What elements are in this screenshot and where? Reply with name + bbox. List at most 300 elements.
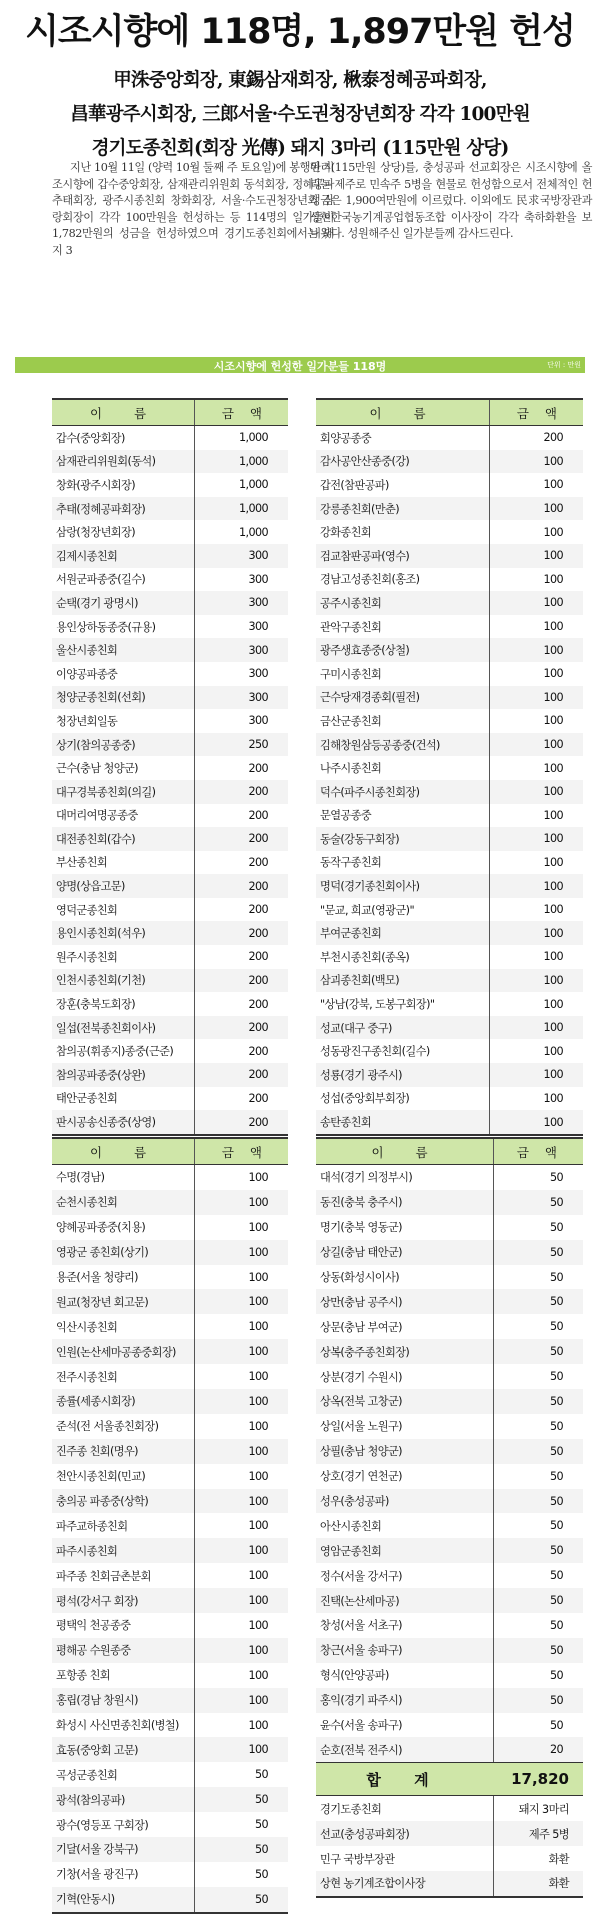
donor-name: 서원군파종중(길수): [56, 573, 146, 587]
donor-name: 전주시종친회: [56, 1370, 118, 1384]
donor-name: 나주시종친회: [320, 762, 382, 776]
donor-amount: 100: [489, 615, 583, 639]
donor-name: 부천시종친회(종옥): [320, 950, 410, 964]
donor-amount: 100: [489, 662, 583, 686]
donor-table-4: [316, 1137, 583, 1898]
donor-amount: 100: [489, 568, 583, 592]
donor-amount: 100: [489, 1110, 583, 1134]
donor-name: 순천시종친회: [56, 1196, 118, 1210]
table-row: [316, 1713, 583, 1738]
donor-amount: 100: [194, 1265, 288, 1290]
table-row: [52, 1165, 288, 1190]
donor-name: 장훈(충북도회장): [56, 998, 135, 1012]
donor-name: 상기(참의공종중): [56, 738, 135, 752]
donor-amount: 50: [493, 1215, 583, 1240]
donor-amount: 50: [493, 1165, 583, 1190]
table-row: [52, 1414, 288, 1439]
donor-amount: 100: [489, 827, 583, 851]
donor-amount: 100: [194, 1489, 288, 1514]
table-row: [52, 1439, 288, 1464]
donor-amount: 100: [489, 921, 583, 945]
table-row: [316, 1110, 583, 1134]
donor-name: 원주시종친회: [56, 950, 118, 964]
donor-amount: 1,000: [194, 426, 288, 450]
table-row: [52, 709, 288, 733]
donor-name: "상남(강북, 도봉구회장)": [320, 998, 435, 1012]
table-row: [316, 780, 583, 804]
table-row: [52, 1688, 288, 1713]
table-row: [52, 827, 288, 851]
header-amount: 금 액: [194, 1139, 288, 1164]
donor-amount: 50: [493, 1688, 583, 1713]
table-row: [52, 1588, 288, 1613]
total-value: 17,820: [511, 1770, 569, 1789]
table-row: [316, 1039, 583, 1063]
table-row: [52, 1737, 288, 1762]
table-row: [52, 1538, 288, 1563]
donor-name: 인천시종친회(기천): [56, 974, 146, 988]
donor-name: 성동광진구종친회(길수): [320, 1045, 430, 1059]
donor-name: 부산종친회: [56, 856, 108, 870]
table-row: [52, 473, 288, 497]
donor-name: 홍립(경남 창원시): [56, 1694, 138, 1708]
table-row: [52, 1265, 288, 1290]
table-row: [52, 1837, 288, 1862]
donor-amount: 200: [194, 1087, 288, 1111]
table-row: [316, 1339, 583, 1364]
donor-amount: 100: [194, 1389, 288, 1414]
table-row: [52, 662, 288, 686]
table-row: [316, 1588, 583, 1613]
donor-name: 태안군종친회: [56, 1092, 118, 1106]
donor-name: 대석(경기 의정부시): [320, 1171, 413, 1185]
donor-amount: 300: [194, 638, 288, 662]
table-row: [316, 1663, 583, 1688]
table-row: [52, 1613, 288, 1638]
table-row: [52, 638, 288, 662]
donor-name: 동술(강동구회장): [320, 832, 399, 846]
donor-name: 상복(충주종친회장): [320, 1345, 410, 1359]
donor-amount: 300: [194, 568, 288, 592]
header-name: 이 름: [89, 1144, 161, 1160]
donor-name: 파주시종친회: [56, 1544, 118, 1558]
donor-name: 회양공종중: [320, 431, 372, 445]
table-row: [316, 921, 583, 945]
donor-name: 판시공송신종중(상영): [56, 1116, 156, 1130]
donor-name: 관악구종친회: [320, 620, 382, 634]
gift-row: [316, 1871, 583, 1896]
donor-amount: 100: [489, 733, 583, 757]
donor-amount: 200: [489, 426, 583, 450]
gift-item: 돼지 3마리: [493, 1796, 583, 1821]
table-row: [316, 709, 583, 733]
donor-name: 홍익(경기 파주시): [320, 1694, 402, 1708]
donor-amount: 100: [489, 851, 583, 875]
table-row: [316, 497, 583, 521]
donor-name: 천안시종친회(민교): [56, 1470, 146, 1484]
table-header: [52, 400, 288, 426]
donor-amount: 100: [194, 1165, 288, 1190]
header-amount: 금 액: [194, 400, 288, 425]
donor-amount: 50: [194, 1837, 288, 1862]
donor-amount: 100: [194, 1563, 288, 1588]
donor-name: 포항종 친회: [56, 1669, 110, 1683]
donor-name: 동작구종친회: [320, 856, 382, 870]
donor-name: 영덕군종친회: [56, 903, 118, 917]
donor-name: 용인시종친회(석우): [56, 927, 146, 941]
donor-name: 참의공(휘종지)종중(근준): [56, 1045, 174, 1059]
donor-name: 평택익 천공종중: [56, 1619, 131, 1633]
table-row: [52, 921, 288, 945]
table-row: [52, 945, 288, 969]
donor-name: 종률(세종시회장): [56, 1395, 135, 1409]
table-row: [52, 804, 288, 828]
donor-amount: 100: [489, 992, 583, 1016]
gift-giver: 민구 국방부장관: [320, 1852, 395, 1866]
gift-row: [316, 1846, 583, 1871]
donor-name: 삼랑(청장년회장): [56, 526, 135, 540]
donor-amount: 100: [194, 1439, 288, 1464]
donor-name: 김제시종친회: [56, 549, 118, 563]
table-row: [316, 1314, 583, 1339]
table-row: [316, 827, 583, 851]
table-row: [52, 733, 288, 757]
table-row: [52, 1389, 288, 1414]
section-title: 시조시향에 헌성한 일가분들 118명: [213, 360, 387, 373]
donor-amount: 300: [194, 615, 288, 639]
donor-amount: 300: [194, 591, 288, 615]
donor-amount: 100: [194, 1414, 288, 1439]
header-amount: 금 액: [493, 1139, 583, 1164]
donor-amount: 100: [489, 638, 583, 662]
donor-name: 덕수(파주시종친회장): [320, 785, 420, 799]
table-row: [52, 1016, 288, 1040]
subhead-1: 甲洙중앙회장, 東錫삼재회장, 楸泰정혜공파회장,: [113, 70, 487, 91]
donor-amount: 50: [194, 1787, 288, 1812]
donor-name: 순호(전북 전주시): [320, 1743, 402, 1757]
donor-amount: 200: [194, 874, 288, 898]
donor-amount: 100: [489, 591, 583, 615]
donor-amount: 50: [493, 1339, 583, 1364]
gift-giver: 경기도종친회: [320, 1802, 382, 1816]
donor-name: 효동(중앙회 고문): [56, 1743, 138, 1757]
table-row: [52, 898, 288, 922]
donor-amount: 100: [194, 1638, 288, 1663]
subhead-3: 경기도종친회(회장 光傳) 돼지 3마리 (115만원 상당): [91, 138, 509, 159]
donor-amount: 100: [194, 1339, 288, 1364]
donor-name: 김해창원삼등공종중(건석): [320, 738, 440, 752]
table-row: [316, 1364, 583, 1389]
table-row: [52, 874, 288, 898]
donor-amount: 100: [194, 1713, 288, 1738]
donor-amount: 50: [493, 1414, 583, 1439]
donor-name: 광수(영등포 구회장): [56, 1818, 149, 1832]
donor-name: 기달(서울 강북구): [56, 1843, 138, 1857]
subhead-2: 昌華광주시회장, 三郎서울·수도권청장년회장 각각 100만원: [70, 104, 530, 125]
donor-amount: 200: [194, 945, 288, 969]
donor-amount: 100: [194, 1737, 288, 1762]
gift-item: 화환: [493, 1871, 583, 1896]
donor-amount: 50: [194, 1762, 288, 1787]
table-row: [52, 1812, 288, 1837]
donor-name: 울산시종친회: [56, 644, 118, 658]
table-row: [316, 1289, 583, 1314]
table-row: [52, 851, 288, 875]
donor-name: 진주종 친회(명우): [56, 1445, 138, 1459]
donor-name: 일섭(전북종친회이사): [56, 1021, 156, 1035]
table-row: [316, 945, 583, 969]
donor-name: 명덕(경기종친회이사): [320, 880, 420, 894]
table-row: [52, 591, 288, 615]
donor-name: 익산시종친회: [56, 1320, 118, 1334]
table-row: [316, 473, 583, 497]
table-row: [316, 851, 583, 875]
donor-amount: 200: [194, 992, 288, 1016]
donor-amount: 100: [489, 544, 583, 568]
donor-name: 준석(전 서울종친회장): [56, 1420, 159, 1434]
headline: 시조시향에 118명, 1,897만원 헌성: [25, 12, 575, 52]
donor-amount: 50: [493, 1489, 583, 1514]
donor-name: 원교(청장년 회고문): [56, 1295, 149, 1309]
donor-name: 상만(충남 공주시): [320, 1295, 402, 1309]
gift-item: 화환: [493, 1846, 583, 1871]
table-header: [316, 400, 583, 426]
table-row: [52, 1489, 288, 1514]
donor-name: 참의공파종중(상완): [56, 1068, 146, 1082]
donor-name: 성교(대구 중구): [320, 1021, 392, 1035]
donor-name: 갑전(참판공파): [320, 478, 389, 492]
donor-name: 인원(논산세마공종중회장): [56, 1345, 176, 1359]
donor-amount: 50: [493, 1513, 583, 1538]
donor-name: 동진(충북 충주시): [320, 1196, 402, 1210]
donor-amount: 50: [493, 1439, 583, 1464]
donor-name: 구미시종친회: [320, 667, 382, 681]
donor-name: 대구경북종친회(의길): [56, 785, 156, 799]
donor-name: 평석(강서구 회장): [56, 1594, 138, 1608]
table-row: [52, 426, 288, 450]
donor-name: 성섭(중앙회부회장): [320, 1092, 410, 1106]
header-amount: 금 액: [489, 400, 583, 425]
donor-amount: 200: [194, 898, 288, 922]
donor-name: 상문(충남 부여군): [320, 1320, 402, 1334]
donor-name: 수명(경남): [56, 1171, 105, 1185]
donor-amount: 20: [493, 1737, 583, 1762]
table-row: [316, 733, 583, 757]
donor-name: 상호(경기 연천군): [320, 1470, 402, 1484]
gift-giver: 상현 농기계조합이사장: [320, 1877, 426, 1891]
donor-amount: 50: [493, 1613, 583, 1638]
donor-name: 갑수(중앙회장): [56, 431, 125, 445]
donor-name: 평해공 수원종중: [56, 1644, 131, 1658]
donor-amount: 100: [489, 686, 583, 710]
table-row: [52, 1513, 288, 1538]
donor-amount: 300: [194, 544, 288, 568]
total-row: [316, 1762, 583, 1796]
table-row: [52, 1289, 288, 1314]
donor-amount: 100: [489, 1016, 583, 1040]
donor-amount: 200: [194, 1063, 288, 1087]
donor-amount: 200: [194, 1110, 288, 1134]
table-header: [316, 1139, 583, 1165]
table-row: [52, 1787, 288, 1812]
donor-name: 삼괴종친회(백모): [320, 974, 399, 988]
donor-amount: 1,000: [194, 520, 288, 544]
donor-amount: 100: [194, 1688, 288, 1713]
donor-amount: 100: [194, 1314, 288, 1339]
donor-table-2: [316, 398, 583, 1136]
table-row: [316, 804, 583, 828]
table-row: [52, 756, 288, 780]
table-row: [316, 874, 583, 898]
donor-amount: 50: [493, 1464, 583, 1489]
table-row: [316, 1439, 583, 1464]
donor-name: 성우(충성공파): [320, 1495, 389, 1509]
donor-amount: 100: [194, 1513, 288, 1538]
table-row: [316, 1464, 583, 1489]
table-row: [52, 568, 288, 592]
donor-amount: 100: [194, 1663, 288, 1688]
donor-amount: 200: [194, 969, 288, 993]
donor-amount: 100: [489, 804, 583, 828]
donor-amount: 100: [489, 709, 583, 733]
donor-name: 감사공안산종중(강): [320, 455, 410, 469]
donor-name: 송탄종친회: [320, 1116, 372, 1130]
donor-amount: 100: [489, 874, 583, 898]
donor-amount: 50: [194, 1887, 288, 1912]
table-row: [52, 615, 288, 639]
donor-amount: 100: [489, 756, 583, 780]
table-row: [52, 1638, 288, 1663]
donor-name: 대머리여명공종중: [56, 809, 138, 823]
gift-item: 제주 5병: [493, 1821, 583, 1846]
gift-row: [316, 1821, 583, 1846]
donor-amount: 50: [493, 1638, 583, 1663]
table-row: [316, 615, 583, 639]
donor-name: 상동(화성시이사): [320, 1271, 399, 1284]
table-row: [316, 1063, 583, 1087]
donor-amount: 100: [194, 1240, 288, 1265]
donor-name: 파주교하종친회: [56, 1519, 128, 1533]
table-row: [52, 1110, 288, 1134]
header-name: 이 름: [369, 405, 440, 421]
table-row: [52, 1563, 288, 1588]
table-row: [316, 662, 583, 686]
donor-name: 형식(안양공파): [320, 1669, 389, 1683]
unit-note: 단위 : 만원: [547, 361, 581, 369]
donor-name: 진택(논산세마공): [320, 1594, 399, 1608]
donor-amount: 100: [489, 945, 583, 969]
donor-amount: 300: [194, 662, 288, 686]
donor-amount: 100: [194, 1215, 288, 1240]
donor-name: 명기(충북 영동군): [320, 1221, 402, 1235]
donor-amount: 300: [194, 709, 288, 733]
donor-name: 창성(서울 서초구): [320, 1619, 402, 1633]
article-body-right: 마리(115만원 상당)를, 충성공파 선교회장은 시조시향에 올리는 제주로 민속주 5병을 현물로 헌성함으로서 전체적인 헌성금은 1,900여만원에 이르렀다. 이외에도 民求국방장관과 상현한국농기계공업협동조합 이사장이 각각 축하화환을 보내왔다. 성원해주신 일가분들께 감사드린다.: [310, 161, 592, 241]
donor-name: 아산시종친회: [320, 1519, 382, 1533]
donor-name: 영암군종친회: [320, 1544, 382, 1558]
table-row: [52, 1364, 288, 1389]
table-row: [316, 898, 583, 922]
donor-amount: 100: [489, 969, 583, 993]
donor-name: 추태(정혜공파회장): [56, 502, 146, 516]
donor-amount: 100: [194, 1538, 288, 1563]
donor-amount: 100: [194, 1190, 288, 1215]
table-row: [316, 638, 583, 662]
table-row: [316, 1190, 583, 1215]
donor-amount: 200: [194, 756, 288, 780]
table-row: [52, 1464, 288, 1489]
table-row: [316, 450, 583, 474]
table-row: [52, 1039, 288, 1063]
table-row: [52, 1762, 288, 1787]
donor-amount: 100: [489, 520, 583, 544]
header-name: 이 름: [89, 405, 161, 421]
donor-name: 충의공 파종중(상학): [56, 1495, 149, 1509]
donor-name: 기혁(안동시): [56, 1893, 115, 1907]
donor-name: 청장년회일동: [56, 714, 118, 728]
donor-name: 용인상하동종중(규용): [56, 620, 156, 634]
table-row: [52, 1713, 288, 1738]
donor-amount: 100: [194, 1364, 288, 1389]
table-row: [316, 520, 583, 544]
donor-name: 양혜공파종중(치용): [56, 1221, 146, 1235]
donor-name: 청양군종친회(선회): [56, 691, 146, 705]
donor-amount: 200: [194, 1016, 288, 1040]
donor-amount: 50: [493, 1265, 583, 1290]
donor-name: 이양공파종중: [56, 667, 118, 681]
table-row: [316, 1265, 583, 1290]
table-row: [316, 1538, 583, 1563]
donor-name: 부여군종친회: [320, 927, 382, 941]
donor-name: 문열공종중: [320, 809, 372, 823]
donor-name: 검교참판공파(영수): [320, 549, 410, 563]
donor-amount: 200: [194, 1039, 288, 1063]
donor-name: 성룡(경기 광주시): [320, 1068, 402, 1082]
donor-name: 파주종 친회금촌분회: [56, 1569, 151, 1583]
donor-amount: 200: [194, 851, 288, 875]
donor-name: 광석(참의공파): [56, 1793, 125, 1807]
donor-amount: 100: [489, 1063, 583, 1087]
donor-name: 상옥(전북 고창군): [320, 1395, 402, 1409]
donor-name: 상분(경기 수원시): [320, 1370, 402, 1384]
donor-amount: 100: [489, 1039, 583, 1063]
table-row: [52, 1314, 288, 1339]
table-row: [316, 992, 583, 1016]
donor-name: 용준(서울 청량리): [56, 1271, 138, 1284]
table-header: [52, 1139, 288, 1165]
donor-amount: 50: [493, 1240, 583, 1265]
table-row: [52, 1862, 288, 1887]
table-row: [316, 1414, 583, 1439]
table-row: [316, 1688, 583, 1713]
donor-name: 공주시종친회: [320, 596, 382, 610]
table-row: [316, 1240, 583, 1265]
donor-amount: 250: [194, 733, 288, 757]
table-row: [316, 1737, 583, 1762]
donor-name: 경남고성종친회(홍조): [320, 573, 420, 587]
table-row: [316, 1165, 583, 1190]
table-row: [316, 756, 583, 780]
table-row: [316, 591, 583, 615]
table-row: [52, 544, 288, 568]
donor-table-3: [52, 1137, 288, 1914]
donor-amount: 1,000: [194, 450, 288, 474]
donor-name: 창근(서울 송파구): [320, 1644, 402, 1658]
donor-amount: 50: [493, 1190, 583, 1215]
table-row: [316, 1087, 583, 1111]
donor-amount: 100: [489, 450, 583, 474]
donor-amount: 100: [489, 473, 583, 497]
